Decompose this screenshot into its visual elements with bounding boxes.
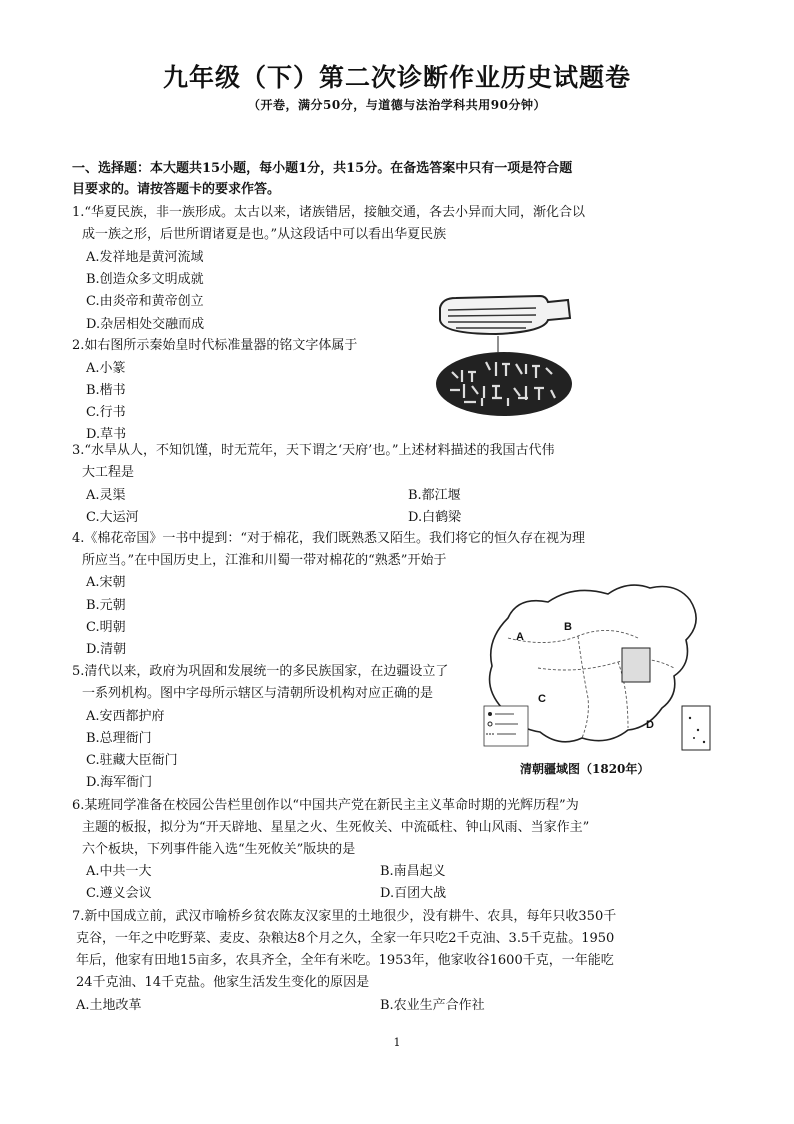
map-label-b: B: [564, 621, 572, 633]
q7-stem-line3: 年后，他家有田地15亩多，农具齐全，全年有米吃。1953年，他家收谷1600千克，一年能吃: [76, 953, 614, 968]
q2-option-c: C.行书: [86, 405, 126, 420]
q6-stem-line1: 6.某班同学准备在校园公告栏里创作以“中国共产党在新民主主义革命时期的光辉历程”为: [72, 798, 579, 813]
q3-option-d: D.白鹤梁: [408, 510, 462, 525]
q2-option-d: D.草书: [86, 427, 127, 442]
q5-option-d: D.海军衙门: [86, 775, 153, 790]
q3-option-c: C.大运河: [86, 510, 139, 525]
q5-stem-line1: 5.清代以来，政府为巩固和发展统一的多民族国家，在边疆设立了: [72, 664, 449, 679]
q2-option-a: A.小篆: [86, 361, 126, 376]
page-number: 1: [393, 1036, 401, 1049]
map-label-d: D: [646, 719, 654, 731]
qing-territory-map: [478, 578, 714, 774]
map-label-a: A: [516, 631, 524, 643]
q1-stem-line2: 成一族之形，后世所谓诸夏是也。”从这段话中可以看出华夏民族: [82, 227, 447, 242]
q4-stem-line2: 所应当。”在中国历史上，江淮和川蜀一带对棉花的“熟悉”开始于: [82, 553, 447, 568]
q6-option-a: A.中共一大: [86, 864, 152, 879]
page-title: 九年级（下）第二次诊断作业历史试题卷: [162, 63, 631, 92]
section-heading-line2: 目要求的。请按答题卡的要求作答。: [72, 182, 281, 197]
q4-option-b: B.元朝: [86, 598, 126, 613]
q1-stem-line1: 1.“华夏民族，非一族形成。太古以来，诸族错居，接触交通，各去小异而大同，渐化合以: [72, 205, 586, 220]
q1-option-c: C.由炎帝和黄帝创立: [86, 294, 204, 309]
inscription-detail: [436, 352, 572, 416]
qin-measuring-vessel-figure: [436, 290, 572, 418]
section-heading-line1: 一、选择题：本大题共15小题，每小题1分，共15分。在备选答案中只有一项是符合题: [72, 161, 573, 176]
q6-option-b: B.南昌起义: [380, 864, 446, 879]
q7-option-b: B.农业生产合作社: [380, 998, 485, 1013]
q4-option-d: D.清朝: [86, 642, 127, 657]
q6-stem-line3: 六个板块，下列事件能入选“生死攸关”版块的是: [82, 842, 356, 857]
q4-stem-line1: 4.《棉花帝国》一书中提到：“对于棉花，我们既熟悉又陌生。我们将它的恒久存在视为理: [72, 531, 586, 546]
q4-option-c: C.明朝: [86, 620, 126, 635]
q1-option-d: D.杂居相处交融而成: [86, 317, 205, 332]
q5-option-b: B.总理衙门: [86, 731, 152, 746]
q6-option-c: C.遵义会议: [86, 886, 152, 901]
capital-region-box: [622, 648, 650, 682]
q5-option-c: C.驻藏大臣衙门: [86, 753, 178, 768]
map-legend: [484, 706, 528, 746]
q5-stem-line2: 一系列机构。图中字母所示辖区与清朝所设机构对应正确的是: [82, 686, 434, 701]
page-subtitle: （开卷，满分50分，与道德与法治学科共用90分钟）: [248, 98, 546, 112]
q3-option-b: B.都江堰: [408, 488, 461, 503]
inset-map: [682, 706, 710, 750]
q2-option-b: B.楷书: [86, 383, 126, 398]
q7-stem-line1: 7.新中国成立前，武汉市喻桥乡贫农陈友汉家里的土地很少，没有耕牛、农具，每年只收350千: [72, 909, 617, 924]
map-caption: 清朝疆域图（1820年）: [520, 762, 650, 776]
q3-stem-line1: 3.“水旱从人，不知饥馑，时无荒年，天下谓之‘天府’也。”上述材料描述的我国古代伟: [72, 443, 555, 458]
q6-option-d: D.百团大战: [380, 886, 447, 901]
q2-stem: 2.如右图所示秦始皇时代标准量器的铭文字体属于: [72, 338, 358, 353]
q1-option-a: A.发祥地是黄河流域: [86, 250, 204, 265]
q4-option-a: A.宋朝: [86, 575, 126, 590]
q7-stem-line4: 24千克油、14千克盐。他家生活发生变化的原因是: [76, 975, 370, 990]
q7-stem-line2: 克谷，一年之中吃野菜、麦皮、杂粮达8个月之久，全家一年只吃2千克油、3.5千克盐。1950: [76, 931, 615, 946]
q5-option-a: A.安西都护府: [86, 709, 165, 724]
q6-stem-line2: 主题的板报，拟分为“开天辟地、星星之火、生死攸关、中流砥柱、钟山风雨、当家作主”: [82, 820, 590, 835]
vessel-top-view: [440, 296, 570, 334]
q3-option-a: A.灵渠: [86, 488, 126, 503]
q7-option-a: A.土地改革: [76, 998, 142, 1013]
q3-stem-line2: 大工程是: [82, 465, 135, 480]
map-label-c: C: [538, 693, 546, 705]
q1-option-b: B.创造众多文明成就: [86, 272, 204, 287]
